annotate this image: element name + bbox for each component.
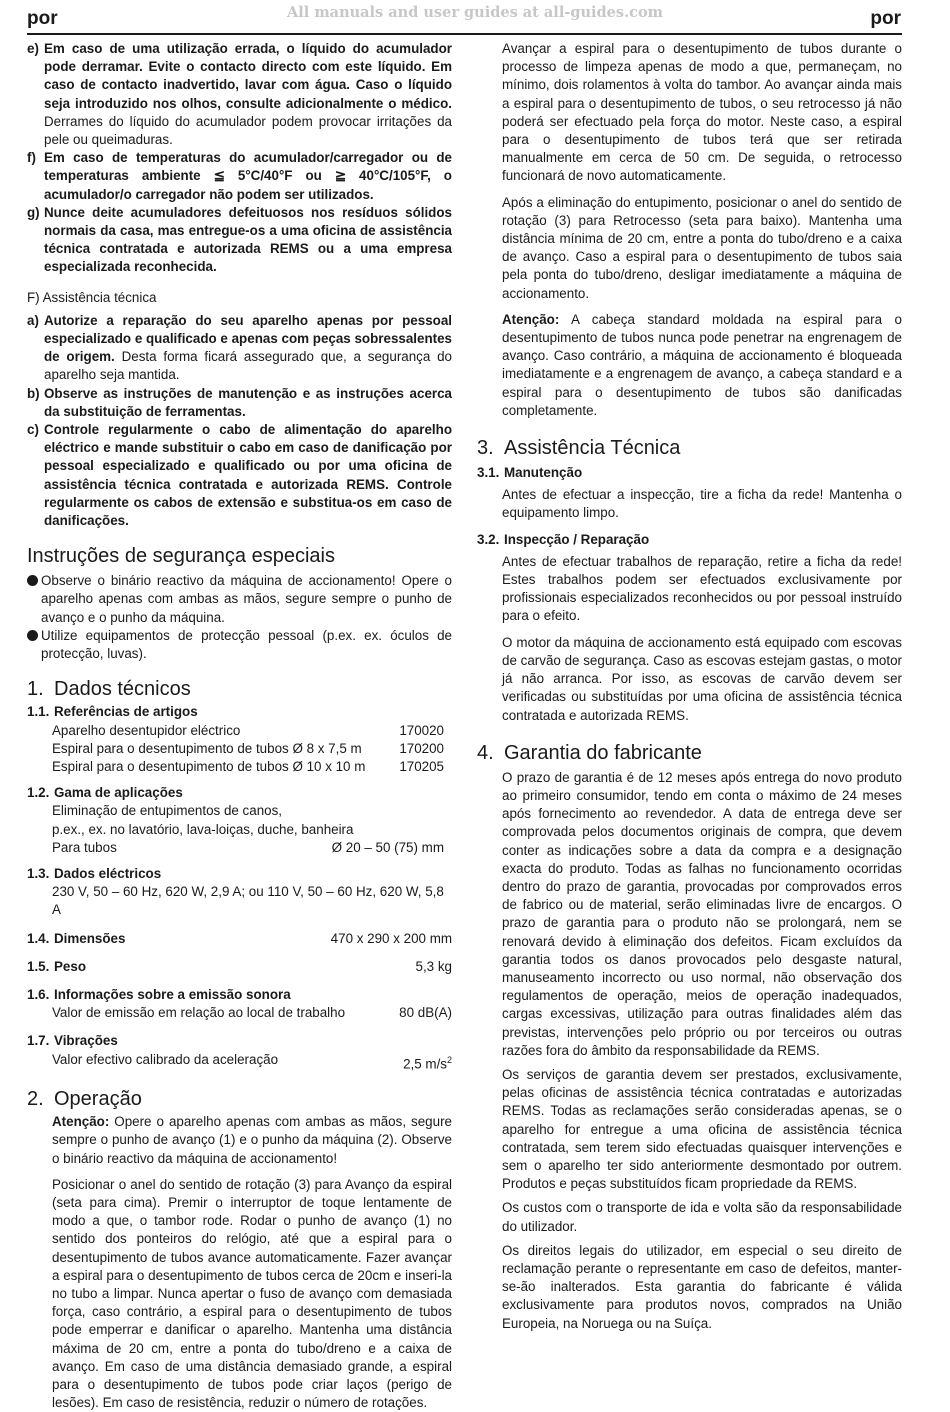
section-title-text: Garantia do fabricante — [504, 741, 702, 764]
pipe-range-row: Para tubos Ø 20 – 50 (75) mm — [52, 839, 444, 855]
section-number: 4. — [477, 741, 494, 764]
service-item-label: c) — [27, 422, 39, 438]
section-number: 2. — [27, 1088, 44, 1111]
service-item-label: b) — [27, 385, 40, 401]
special-bullet — [27, 572, 452, 627]
subsection-3-2-title: 3.2. Inspecção / Reparação — [477, 531, 650, 547]
header-rule — [27, 33, 902, 35]
safety-item-label: g) — [27, 204, 40, 220]
warranty-paragraph: Os direitos legais do utilizador, em especial o seu direito de reclamação perante o representante em caso de defeitos, manter-se-ão inalterados. Esta garantia do fabricante é válida exclusivamente para produtos novos, comprados na União Europeia, na Noruega ou na Suíça. — [502, 1242, 902, 1331]
right-paragraph: Após a eliminação do entupimento, posicionar o anel do sentido de rotação (3) para Retrocesso (seta para baixo). Mantenha uma distância mínima de 20 cm, entre a ponta do tubo/dreno e a caixa de avanço. Caso a espiral para o desentupimento de tubos saia pela ponta do tubo/dreno, desligar imediatamente a máquina de accionamento. — [502, 194, 902, 301]
subsection-1-3-title: 1.3. Dados eléctricos — [27, 865, 162, 881]
service-item-bold: Observe as instruções de manutenção e as instruções acerca da substituição de ferramentas. — [44, 385, 452, 419]
warranty-paragraph: O prazo de garantia é de 12 meses após entrega do novo produto ao primeiro consumidor, tendo em conta o máximo de 24 meses após fornecimento ao revendedor. A data de entrega deve ser comprovada pelos documentos originais de compra, que devem conter as indicações sobre a data da compra e a designação exacta do produto. Todas as falhas no funcionamento ocorridas dentro do prazo de garantia, provocadas por comprovados erros de fabrico ou de material, serão eliminadas livre de encargos. O prazo de garantia para o produto não se prolongará, nem se renovará devido à eliminação dos defeitos. Ficam excluídos da garantia todos os danos provocados pelo desgaste natural, manuseamento incorrecto ou uso normal, não observação dos regulamentos de operação, meios de operação inadequados, cargas excessivas, utilização para outras finalidades além das previstas, intervenções pelo próprio ou por terceiros ou outras razões fora do âmbito da responsabilidade da REMS. — [502, 769, 902, 1058]
subsection-1-2-title: 1.2. Gama de aplicações — [27, 785, 183, 801]
operation-paragraph: Posicionar o anel do sentido de rotação (3) para Avanço da espiral (seta para cima). Premir o interruptor de toque lentamente de modo a que, o tambor rode. Rodar o punho de avanço (1) no sentido dos ponteiros do relógio, até que a espiral para o desentupimento de tubos avance automaticamente. Fazer avançar a espiral para o desentupimento de tubos cerca de 20cm e inseri-la no tubo a limpar. Nunca apertar o fuso de avanço com demasiada força, caso contrário, a espiral para o desentupimento de tubos pode emperrar e danificar o aparelho. Mantenha uma distância máxima de 20 cm, entre a ponta do tubo/dreno e a caixa de avanço. Em caso de uma distância demasiado grande, a espiral para o desentupimento de tubos pode criar laços (perigo de lesões). Em caso de resistência, reduzir o número de rotações. — [52, 1176, 452, 1411]
header-language-right: por — [870, 8, 901, 29]
subsection-1-4-row: 1.4. Dimensões 470 x 290 x 200 mm — [27, 930, 452, 948]
subsection-3-1-title: 3.1. Manutenção — [477, 465, 583, 481]
vibration-row: Valor efectivo calibrado da aceleração 2,5 $m/s^2$ — [52, 1051, 452, 1072]
repair-paragraph: Antes de efectuar trabalhos de reparação, retire a ficha da rede! Estes trabalhos podem ser efectuados exclusivamente por profissionais especializados reconhecidos ou por pessoal instruído para o efeito. — [502, 553, 902, 624]
operation-attention: Atenção: Opere o aparelho apenas com ambas as mãos, segure sempre o punho de avanço (1) e o punho da máquina (2). Observe o binário reactivo da máquina de accionamento! — [52, 1114, 452, 1166]
safety-item-g — [27, 204, 452, 277]
application-line: p.ex., ex. no lavatório, lava-loiças, duche, banheira — [52, 821, 354, 837]
warranty-paragraph: Os serviços de garantia devem ser prestados, exclusivamente, pelas oficinas de assistência técnica contratadas e autorizadas REMS. Todas as reclamações serão consideradas apenas, se o aparelho for entregue a uma oficina de assistência técnica contratada, sem terem sido efectuadas quaisquer intervenções e sem o aparelho ter sido anteriormente desmontado por outrem. Produtos e peças substituídos ficam propriedade da REMS. — [502, 1066, 902, 1192]
bullet-dot-icon — [27, 627, 41, 663]
service-item-bold: Autorize a reparação do seu aparelho apenas por pessoal especializado e qualificado e apenas com peças sobressalentes de origem. — [44, 312, 452, 365]
section-3-title — [477, 436, 902, 460]
service-item-b — [27, 385, 452, 421]
left-column — [27, 40, 452, 1412]
safety-item-bold: Em caso de temperaturas do acumulador/carregador ou de temperaturas ambiente ≦ 5°C/40°F ou ≧ 40°C/105°F, o acumulador/o carregador não podem ser utilizados. — [44, 150, 452, 202]
section-2-title — [27, 1087, 452, 1111]
service-item-a — [27, 312, 452, 385]
attention-label: Atenção: — [502, 311, 560, 327]
special-bullet-text: Utilize equipamentos de protecção pessoal (p.ex. ex. óculos de protecção, luvas). — [41, 627, 452, 662]
safety-item-bold: Em caso de uma utilização errada, o líquido do acumulador pode derramar. Evite o contacto directo com este líquido. Em caso de contacto inadvertido, lavar com água. Caso o líquido seja introduzido nos olhos, consulte adicionalmente o médico. — [44, 41, 452, 111]
service-item-bold: Controle regularmente o cabo de alimentação do aparelho eléctrico e mande substituir o cabo em caso de danificação por pessoal especializado e qualificado ou por uma oficina de assistência técnica contratada e autorizada REMS. Controle regularmente os cabos de extensão e substitua-os em caso de danificações. — [44, 422, 452, 529]
section-4-title — [477, 741, 902, 765]
electrical-data: 230 V, 50 – 60 Hz, 620 W, 2,9 A; ou 110 V, 50 – 60 Hz, 620 W, 5,8 A — [52, 884, 444, 918]
subsection-1-5-row: 1.5. Peso 5,3 kg — [27, 958, 452, 976]
vibration-unit-exponent: 2 — [446, 1054, 452, 1065]
service-item-c — [27, 421, 452, 530]
service-item-text: Desta forma ficará assegurado que, a segurança do aparelho seja mantida. — [44, 349, 452, 383]
right-paragraph: Avançar a espiral para o desentupimento de tubos durante o processo de limpeza apenas de modo a que, permaneçam, no mínimo, dois rolamentos à volta do tambor. Ao avançar ainda mais a espiral para o desentupimento de tubos, o seu retrocesso já não poderá ser efectuado pela força do motor. Neste caso, a espiral para o desentupimento de tubos terá que ser retirada manualmente em cerca de 50 cm. De seguida, o retrocesso funcionará de novo automaticamente. — [502, 41, 902, 184]
service-heading: F) Assistência técnica — [27, 289, 157, 305]
article-row: Espiral para o desentupimento de tubos Ø 8 x 7,5 m 170200 — [52, 740, 444, 756]
attention-label: Atenção: — [52, 1114, 110, 1130]
safety-item-text: Derrames do líquido do acumulador podem provocar irritações da pele ou queimaduras. — [44, 113, 452, 148]
safety-item-bold: Nunce deite acumuladores defeituosos nos resíduos sólidos normais da casa, mas entregue-os a uma oficina de assistência técnica contratada e autorizada REMS ou a uma empresa especializada reconhecida. — [44, 204, 452, 275]
section-title-text: Dados técnicos — [54, 678, 191, 701]
section-number: 3. — [477, 437, 494, 460]
subsection-1-7-title: 1.7. Vibrações — [27, 1033, 118, 1049]
section-number: 1. — [27, 678, 44, 701]
special-safety-title: Instruções de segurança especiais — [27, 545, 335, 568]
subsection-1-6-title: 1.6. Informações sobre a emissão sonora — [27, 986, 291, 1002]
header-language-left: por — [27, 8, 58, 29]
section-title-text: Assistência Técnica — [504, 437, 681, 460]
section-title-text: Operação — [54, 1088, 142, 1111]
dimensions-value: 470 x 290 x 200 mm — [330, 930, 452, 946]
safety-item-e — [27, 40, 452, 149]
special-bullet — [27, 627, 452, 663]
special-bullet-text: Observe o binário reactivo da máquina de accionamento! Opere o aparelho apenas com ambas as mãos, segure sempre o punho de avanço e o punho da máquina. — [41, 573, 452, 625]
repair-paragraph: O motor da máquina de accionamento está equipado com escovas de carvão de segurança. Caso as escovas estejam gastas, o motor já não arranca. Por isso, as escovas de carvão devem ser verificadas ou substituídas por uma oficina de assistência técnica contratada e autorizada REMS. — [502, 634, 902, 723]
bullet-dot-icon — [27, 572, 41, 627]
vibration-value: 2,5 m/s — [403, 1056, 447, 1072]
article-row: Aparelho desentupidor eléctrico 170020 — [52, 722, 444, 738]
weight-value: 5,3 kg — [415, 958, 452, 974]
application-line: Eliminação de entupimentos de canos, — [52, 803, 283, 819]
safety-item-label: e) — [27, 41, 39, 56]
subsection-1-1-title: 1.1. Referências de artigos — [27, 704, 198, 720]
service-item-label: a) — [27, 312, 39, 328]
header-watermark: All manuals and user guides at all-guides.com — [287, 4, 663, 21]
safety-item-label: f) — [27, 150, 36, 166]
warranty-paragraph: Os custos com o transporte de ida e volta são da responsabilidade do utilizador. — [502, 1200, 902, 1234]
maintenance-text: Antes de efectuar a inspecção, tire a ficha da rede! Mantenha o equipamento limpo. — [502, 487, 902, 521]
noise-row: Valor de emissão em relação ao local de trabalho 80 dB(A) — [52, 1005, 452, 1021]
right-column — [477, 40, 902, 1333]
section-1-title — [27, 677, 452, 701]
right-attention: Atenção: A cabeça standard moldada na espiral para o desentupimento de tubos nunca pode penetrar na engrenagem de avanço. Caso contrário, a máquina de accionamento é bloqueada imediatamente e a engrenagem de avanço, a cabeça standard e a espiral para o desentupimento de tubos são danificadas completamente. — [502, 311, 902, 418]
safety-item-f — [27, 149, 452, 204]
article-row: Espiral para o desentupimento de tubos Ø 10 x 10 m 170205 — [52, 758, 444, 774]
